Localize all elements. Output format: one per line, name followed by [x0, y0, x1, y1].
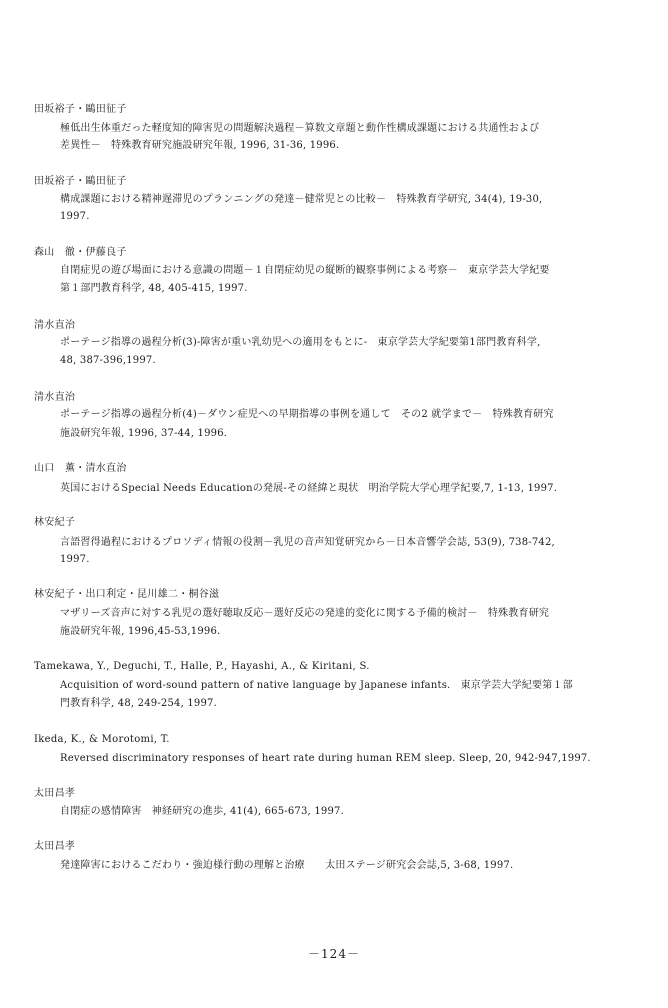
reference-author: Ikeda, K., & Morotomi, T. [34, 734, 170, 745]
reference-text-line: 構成課題における精神遅滞児のプランニングの発達－健常児との比較－ 特殊教育学研究, 34(4), 19-30, [60, 194, 543, 205]
reference-text-line: 言語習得過程におけるプロソディ情報の役割－乳児の音声知覚研究から－日本音響学会誌, 53(9), 738-742, [60, 537, 555, 548]
reference-text-line: 極低出生体重だった軽度知的障害児の問題解決過程－算数文章題と動作性構成課題における共通性および [60, 123, 540, 134]
reference-author: 清水直治 [34, 320, 76, 331]
reference-text-line: 自閉症児の遊び場面における意識の問題－１自閉症幼児の縦断的観察事例による考察－ 東京学芸大学紀要 [60, 265, 550, 276]
reference-text-line: Reversed discriminatory responses of heart rate during human REM sleep. Sleep, 20, 942-947,1997. [60, 753, 591, 764]
reference-author: 林安紀子 [34, 517, 76, 528]
reference-text-line: 発達障害におけるこだわり・強迫様行動の理解と治療 太田ステージ研究会会誌,5, 3-68, 1997. [60, 860, 514, 871]
reference-author: 森山 徹・伊藤良子 [34, 247, 127, 258]
reference-text-line: ポーテージ指導の過程分析(4)－ダウン症児への早期指導の事例を通して その2 就学まで－ 特殊教育研究 [60, 409, 554, 420]
reference-author: 田坂裕子・鷗田征子 [34, 104, 127, 115]
reference-text-line: 差異性－ 特殊教育研究施設研究年報, 1996, 31-36, 1996. [60, 140, 340, 151]
reference-text-line: マザリーズ音声に対する乳児の選好聴取反応－選好反応の発達的変化に関する予備的検討－ 特殊教育研究 [60, 608, 550, 619]
reference-text-line: ポーテージ指導の過程分析(3)-障害が重い乳幼児への適用をもとに- 東京学芸大学紀要第1部門教育科学, [60, 337, 541, 348]
page-number: －124－ [308, 947, 360, 961]
reference-author: 太田昌孝 [34, 788, 76, 799]
reference-author: 田坂裕子・鷗田征子 [34, 176, 127, 187]
reference-text-line: 自閉症の感情障害 神経研究の進歩, 41(4), 665-673, 1997. [60, 806, 344, 817]
reference-text-line: 施設研究年報, 1996,45-53,1996. [60, 626, 221, 637]
reference-text-line: Acquisition of word-sound pattern of native language by Japanese infants. 東京学芸大学紀要第１部 [60, 680, 573, 691]
reference-text-line: 施設研究年報, 1996, 37-44, 1996. [60, 428, 228, 439]
reference-text-line: 英国におけるSpecial Needs Educationの発展-その経緯と現状 明治学院大学心理学紀要,7, 1-13, 1997. [60, 483, 558, 494]
reference-text-line: 48, 387-396,1997. [60, 355, 156, 366]
reference-author: 山口 薫・清水直治 [34, 463, 127, 474]
reference-text-line: 1997. [60, 554, 90, 565]
reference-author: Tamekawa, Y., Deguchi, T., Halle, P., Hayashi, A., & Kiritani, S. [34, 661, 370, 672]
reference-text-line: 1997. [60, 211, 90, 222]
reference-author: 林安紀子・出口利定・昆川雄二・桐谷滋 [34, 589, 220, 600]
reference-author: 太田昌孝 [34, 841, 76, 852]
reference-text-line: 第１部門教育科学, 48, 405-415, 1997. [60, 283, 248, 294]
reference-author: 清水直治 [34, 392, 76, 403]
reference-text-line: 門教育科学, 48, 249-254, 1997. [60, 698, 217, 709]
